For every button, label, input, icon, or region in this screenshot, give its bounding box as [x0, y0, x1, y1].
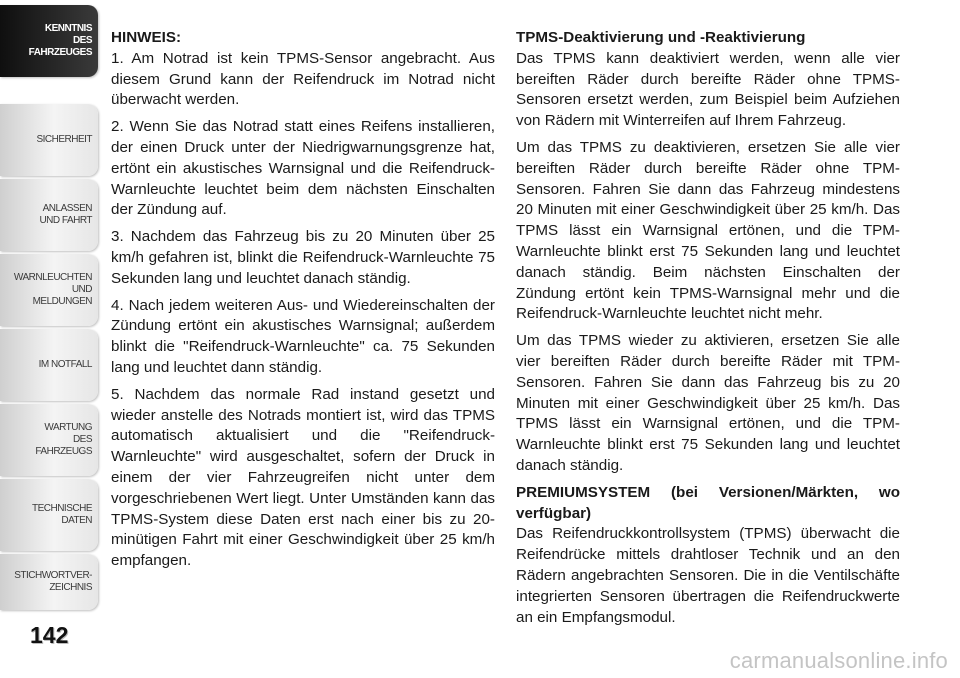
tab-label-line: FAHRZEUGS [35, 446, 92, 457]
chapter-tab-warnleuchten-und-meldungen[interactable] [0, 254, 98, 326]
page-number: 142 [30, 622, 69, 648]
chapter-tab-anlassen-und-fahrt[interactable] [0, 179, 98, 251]
note-paragraph-5: 5. Nachdem das normale Rad instand gesetzt und wieder anstelle des Notrads montiert ist, wird das TPMS automatisch aktualisiert und die "Reifendruck-Warnleuchte" wird ausgeschaltet, sofern der Druck in einem der vier Fahrzeugreifen nicht unter dem vorgeschriebenen Wert liegt. Unter Umständen kann das TPMS-System diese Daten erst nach einer bis zu 20-minütigen Fahrt mit einer Geschwindigkeit über 25 km/h empfangen. [111, 385, 495, 570]
chapter-tab-technische-daten[interactable] [0, 479, 98, 551]
body-paragraph: Das TPMS kann deaktiviert werden, wenn alle vier bereiften Räder durch bereifte Räder ohne TPMS-Sensoren ersetzt werden, zum Beispiel beim Aufziehen von Rädern mit Winterreifen auf Ihrem Fahrzeug. [516, 49, 900, 130]
section-heading-premium-system: PREMIUMSYSTEM (bei Versionen/Märkten, wo verfügbar) [516, 483, 900, 522]
body-paragraph: Das Reifendruckkontrollsystem (TPMS) überwacht die Reifendrücke mittels drahtloser Technik und an den Rädern angebrachten Sensoren. Die in die Ventilschäfte integrierten Sensoren übertragen die Reifendruckwerte an ein Empfangsmodul. [516, 525, 900, 626]
note-paragraph-1: 1. Am Notrad ist kein TPMS-Sensor angebracht. Aus diesem Grund kann der Reifendruck im Notrad nicht überwacht werden. [111, 49, 495, 109]
chapter-tab-im-notfall[interactable] [0, 329, 98, 401]
tab-label-line: DES [72, 35, 92, 46]
note-paragraph-2: 2. Wenn Sie das Notrad statt eines Reifens installieren, der einen Druck unter der Niedrigwarnungsgrenze hat, ertönt ein akustisches Warnsignal und die Reifendruck-Warnleuchte leuchtet beim dem nächsten Einschalten der Zündung auf. [111, 118, 495, 219]
tab-label-line: IM NOTFALL [38, 359, 92, 370]
chapter-tab-sidebar [0, 0, 100, 610]
tab-label-line: MELDUNGEN [32, 296, 92, 307]
tab-label-line: KENNTNIS [44, 23, 92, 34]
note-paragraph-3: 3. Nachdem das Fahrzeug bis zu 20 Minuten über 25 km/h gefahren ist, blinkt die Reifendruck-Warnleuchte 75 Sekunden lang und leuchtet danach ständig. [111, 228, 495, 287]
tab-label-line: STICHWORTVER- [14, 570, 92, 581]
note-heading: HINWEIS: [111, 29, 182, 46]
right-text-column [516, 28, 900, 634]
tab-label-line: WARNLEUCHTEN [13, 272, 92, 283]
tab-label-line: ANLASSEN [42, 203, 92, 214]
tab-label-line: WARTUNG [44, 422, 92, 433]
left-text-column [111, 28, 495, 578]
tab-label-line: UND FAHRT [39, 215, 92, 226]
body-paragraph: Um das TPMS zu deaktivieren, ersetzen Sie alle vier bereiften Räder durch bereifte Räder ohne TPM-Sensoren. Fahren Sie dann das Fahrzeug mindestens 20 Minuten mit einer Geschwindigkeit über 25 km/h. Das TPMS lässt ein Warnsignal ertönen, und die TPM-Warnleuchte blinkt erst 75 Sekunden lang und leuchtet danach ständig. Beim nächsten Einschalten der Zündung ertönt kein TPMS-Warnsignal mehr und die Reifendruck-Warnleuchte leuchtet nicht mehr. [516, 138, 900, 323]
tab-label-line: SICHERHEIT [36, 134, 92, 145]
tab-label-line: UND [71, 284, 92, 295]
section-heading-tpms-deactivation: TPMS-Deaktivierung und -Reaktivierung [516, 29, 806, 46]
tab-label-line: FAHRZEUGES [28, 47, 92, 58]
tab-label-line: TECHNISCHE [31, 503, 92, 514]
tab-label-line: ZEICHNIS [49, 582, 92, 593]
chapter-tab-wartung-des-fahrzeugs[interactable] [0, 404, 98, 476]
chapter-tab-stichwortverzeichnis[interactable] [0, 554, 98, 610]
chapter-tab-kenntnis-des-fahrzeuges[interactable] [0, 5, 98, 77]
chapter-tab-sicherheit[interactable] [0, 104, 98, 176]
body-paragraph: Um das TPMS wieder zu aktivieren, ersetzen Sie alle vier bereiften Räder durch bereifte Räder mit TPM-Sensoren. Fahren Sie dann das Fahrzeug bis zu 20 Minuten mit einer Geschwindigkeit über 25 km/h. Das TPMS lässt ein Warnsignal ertönen, und die TPM-Warnleuchte blinkt erst 75 Sekunden lang und leuchtet danach ständig. [516, 332, 900, 474]
tab-label-line: DES [72, 434, 92, 445]
note-paragraph-4: 4. Nach jedem weiteren Aus- und Wiedereinschalten der Zündung ertönt ein akustisches Warnsignal; außerdem blinkt die "Reifendruck-Warnleuchte" ca. 75 Sekunden lang und leuchtet dann ständig. [111, 296, 495, 376]
tab-label-line: DATEN [61, 515, 92, 526]
watermark: carmanualsonline.info [729, 648, 948, 673]
